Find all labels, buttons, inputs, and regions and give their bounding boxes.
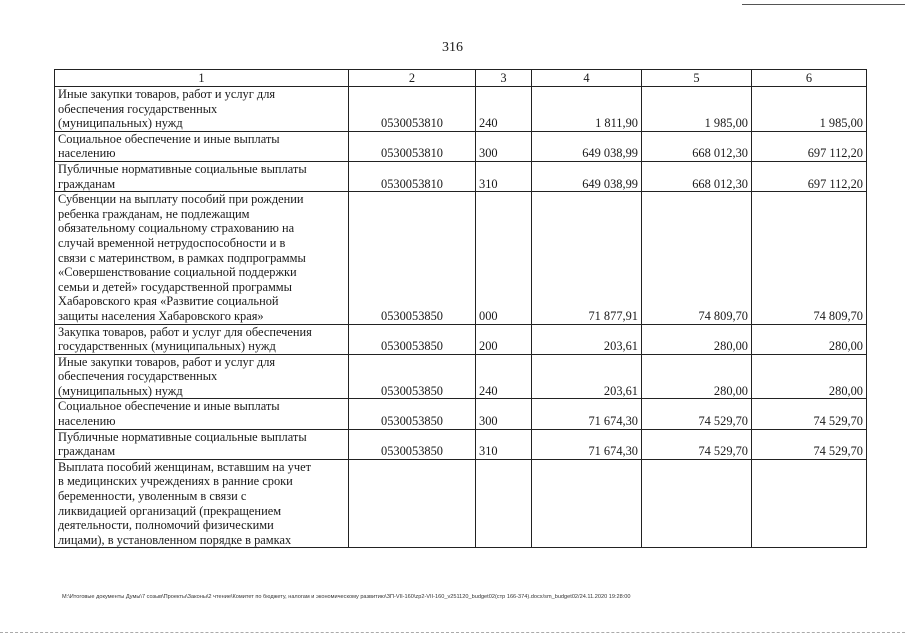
row-name	[55, 399, 349, 429]
table-row	[55, 354, 867, 399]
row-name-line: ликвидацией организаций (прекращением	[58, 503, 282, 518]
row-value-col5: 280,00	[642, 354, 752, 399]
row-value-col6: 74 529,70	[752, 399, 867, 429]
row-expense-kind: 300	[476, 131, 532, 161]
row-name	[55, 354, 349, 399]
row-value-col6: 1 985,00	[752, 87, 867, 132]
row-value-col5: 280,00	[642, 324, 752, 354]
row-expense-kind: 310	[476, 429, 532, 459]
row-name	[55, 192, 349, 324]
column-header-2: 2	[349, 70, 476, 87]
row-name-line: Социальное обеспечение и иные выплаты	[58, 131, 280, 146]
row-code: 0530053850	[349, 324, 476, 354]
row-expense-kind: 310	[476, 161, 532, 191]
row-expense-kind: 240	[476, 87, 532, 132]
row-name-line: гражданам	[58, 176, 116, 191]
row-name-line: (муниципальных) нужд	[58, 116, 183, 131]
row-expense-kind: 200	[476, 324, 532, 354]
top-rule	[742, 4, 905, 5]
row-name-line: гражданам	[58, 444, 116, 459]
row-name-line: государственных (муниципальных) нужд	[58, 339, 276, 354]
row-name-line: в медицинских учреждениях в ранние сроки	[58, 474, 293, 489]
row-name-line: Публичные нормативные социальные выплаты	[58, 161, 307, 176]
row-value-col5	[642, 459, 752, 548]
row-expense-kind: 300	[476, 399, 532, 429]
row-name-line: Выплата пособий женщинам, вставшим на учет	[58, 459, 311, 474]
table-row	[55, 192, 867, 324]
row-name-line: населению	[58, 146, 116, 161]
row-value-col5: 74 529,70	[642, 399, 752, 429]
row-name-line: беременности, уволенным в связи с	[58, 489, 247, 504]
row-value-col6: 280,00	[752, 324, 867, 354]
row-value-col5: 1 985,00	[642, 87, 752, 132]
row-value-col4: 1 811,90	[532, 87, 642, 132]
row-value-col6	[752, 459, 867, 548]
row-name-line: Социальное обеспечение и иные выплаты	[58, 399, 280, 414]
row-name-line: семьи и детей» государственной программы	[58, 279, 292, 294]
table-row	[55, 399, 867, 429]
row-value-col6: 280,00	[752, 354, 867, 399]
row-expense-kind	[476, 459, 532, 548]
row-name	[55, 429, 349, 459]
column-header-5: 5	[642, 70, 752, 87]
row-code: 0530053850	[349, 192, 476, 324]
table-row	[55, 324, 867, 354]
row-value-col5: 74 529,70	[642, 429, 752, 459]
table-row	[55, 87, 867, 132]
row-name-line: Иные закупки товаров, работ и услуг для	[58, 87, 276, 101]
row-name-line: Хабаровского края «Развитие социальной	[58, 294, 279, 309]
row-value-col4: 649 038,99	[532, 131, 642, 161]
table-row	[55, 459, 867, 548]
bottom-divider	[0, 632, 905, 633]
row-name-line: связи с материнством, в рамках подпрограммы	[58, 250, 306, 265]
row-value-col4: 71 674,30	[532, 399, 642, 429]
row-expense-kind: 000	[476, 192, 532, 324]
column-header-4: 4	[532, 70, 642, 87]
table-row	[55, 131, 867, 161]
table-row	[55, 429, 867, 459]
row-code: 0530053810	[349, 161, 476, 191]
row-code	[349, 459, 476, 548]
table-row	[55, 161, 867, 191]
page-number: 316	[442, 40, 463, 55]
row-name	[55, 324, 349, 354]
row-name-line: обязательному социальному страхованию на	[58, 221, 295, 236]
row-value-col4: 203,61	[532, 354, 642, 399]
row-value-col4: 203,61	[532, 324, 642, 354]
row-name-line: деятельности, полномочий физическими	[58, 518, 274, 533]
document-path-footer: M:\Итоговые документы Думы\7 созыв\Проекты\Законы\2 чтение\Комитет по бюджету, налогам и экономическому развитию\ЗП-VII-160\zp2-VII-160_v251120_budget02(стр 166-374).docx/sm_budget02/24.11.2020 19:28:00	[62, 594, 631, 600]
row-value-col6: 697 112,20	[752, 161, 867, 191]
row-code: 0530053850	[349, 399, 476, 429]
row-name-line: ребенка гражданам, не подлежащим	[58, 206, 250, 221]
row-value-col5: 668 012,30	[642, 161, 752, 191]
row-name	[55, 131, 349, 161]
row-name-line: лицами), в установленном порядке в рамках	[58, 532, 292, 547]
row-value-col4	[532, 459, 642, 548]
row-name-line: Субвенции на выплату пособий при рождении	[58, 192, 304, 207]
row-value-col5: 668 012,30	[642, 131, 752, 161]
column-header-1: 1	[55, 70, 349, 87]
row-name-line: (муниципальных) нужд	[58, 383, 183, 398]
row-value-col4: 71 674,30	[532, 429, 642, 459]
column-header-6: 6	[752, 70, 867, 87]
row-name-line: обеспечения государственных	[58, 369, 218, 384]
row-name-line: Публичные нормативные социальные выплаты	[58, 429, 307, 444]
row-value-col6: 74 529,70	[752, 429, 867, 459]
row-expense-kind: 240	[476, 354, 532, 399]
row-code: 0530053850	[349, 429, 476, 459]
row-name-line: случай временной нетрудоспособности и в	[58, 235, 286, 250]
row-value-col4: 649 038,99	[532, 161, 642, 191]
row-code: 0530053850	[349, 354, 476, 399]
row-value-col5: 74 809,70	[642, 192, 752, 324]
row-code: 0530053810	[349, 131, 476, 161]
budget-table	[54, 69, 867, 548]
row-name-line: обеспечения государственных	[58, 101, 218, 116]
table-body	[55, 87, 867, 548]
row-value-col6: 74 809,70	[752, 192, 867, 324]
row-name-line: Иные закупки товаров, работ и услуг для	[58, 354, 276, 369]
column-header-3: 3	[476, 70, 532, 87]
row-name	[55, 459, 349, 548]
row-name-line: Закупка товаров, работ и услуг для обеспечения	[58, 324, 312, 339]
row-name-line: населению	[58, 414, 116, 429]
row-value-col6: 697 112,20	[752, 131, 867, 161]
row-value-col4: 71 877,91	[532, 192, 642, 324]
row-name-line: защиты населения Хабаровского края»	[58, 308, 264, 323]
header-row	[55, 70, 867, 87]
row-name	[55, 161, 349, 191]
row-name	[55, 87, 349, 132]
row-name-line: «Совершенствование социальной поддержки	[58, 265, 297, 280]
row-code: 0530053810	[349, 87, 476, 132]
